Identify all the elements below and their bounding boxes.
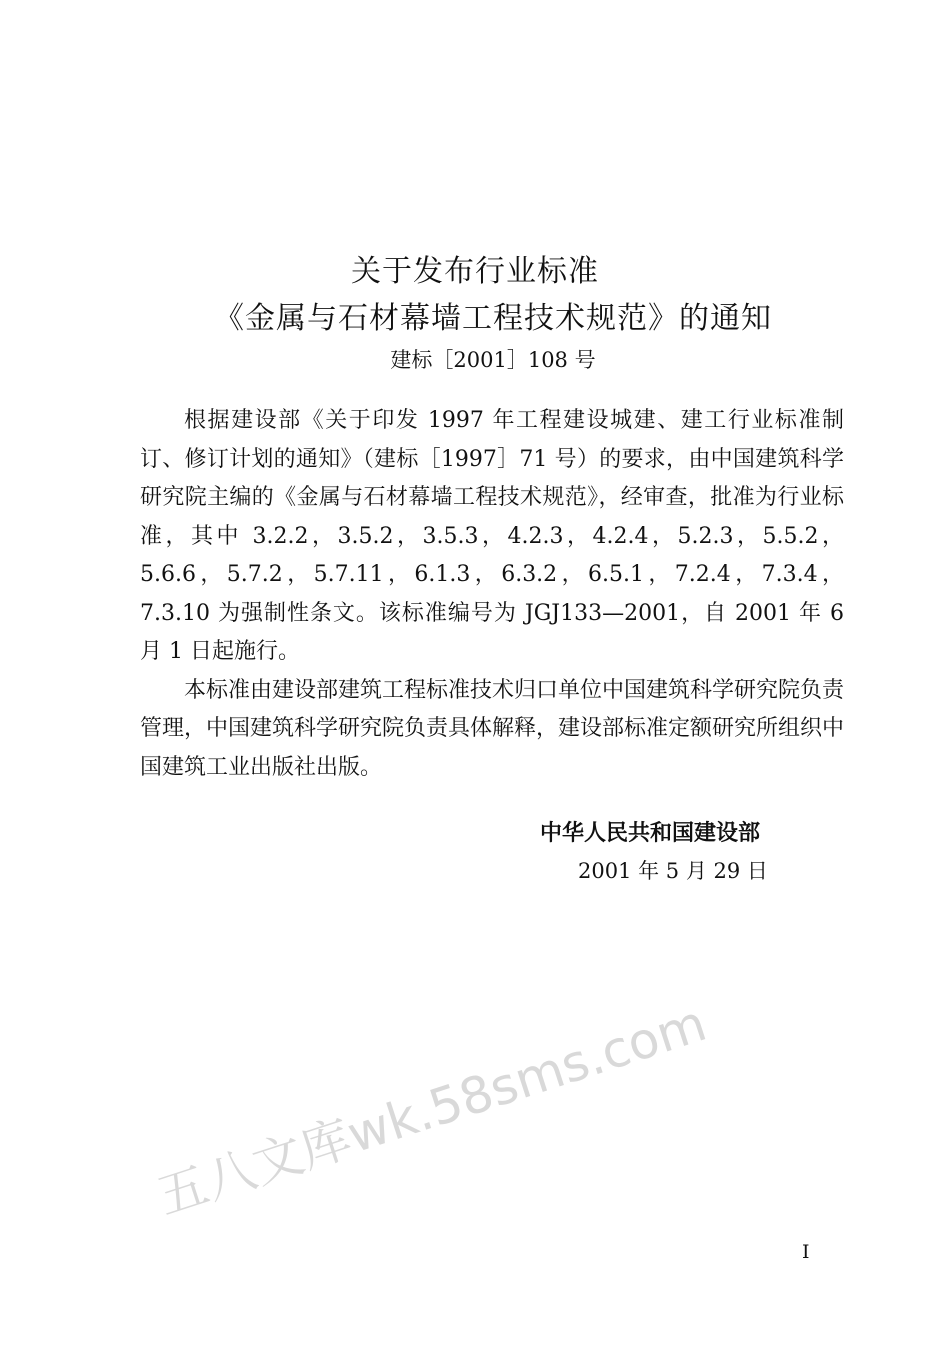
issue-date: 2001 年 5 月 29 日 [578,859,768,883]
notice-title-line1: 关于发布行业标准 [351,254,599,289]
issuing-authority: 中华人民共和国建设部 [540,821,761,846]
page-number: I [802,1241,810,1263]
body-paragraph-2: 本标准由建设部建筑工程标准技术归口单位中国建筑科学研究院负责管理，中国建筑科学研究院负责具体解释，建设部标准定额研究所组织中国建筑工业出版社出版。 [140,677,845,780]
notice-title-line2: 《金属与石材幕墙工程技术规范》的通知 [214,301,772,336]
document-number: 建标［2001］108 号 [390,348,596,372]
watermark: 五八文库wk.58sms.com [150,993,714,1227]
body-paragraph-1: 根据建设部《关于印发 1997 年工程建设城建、建工行业标准制订、修订计划的通知》（建标［1997］71 号）的要求，由中国建筑科学研究院主编的《金属与石材幕墙工程技术规范》，经审查，批准为行业标准，其中 3.2.2，3.5.2，3.5.3，4.2.3，4.2.4，5.2.3，5.5.2，5.6.6，5.7.2，5.7.11，6.1.3，6.3.2，6.5.1，7.2.4，7.3.4，7.3.10 为强制性条文。该标准编号为 JGJ133—2001，自 2001 年 6 月 1 日起施行。 [140,408,844,664]
notice-body [140,402,844,787]
